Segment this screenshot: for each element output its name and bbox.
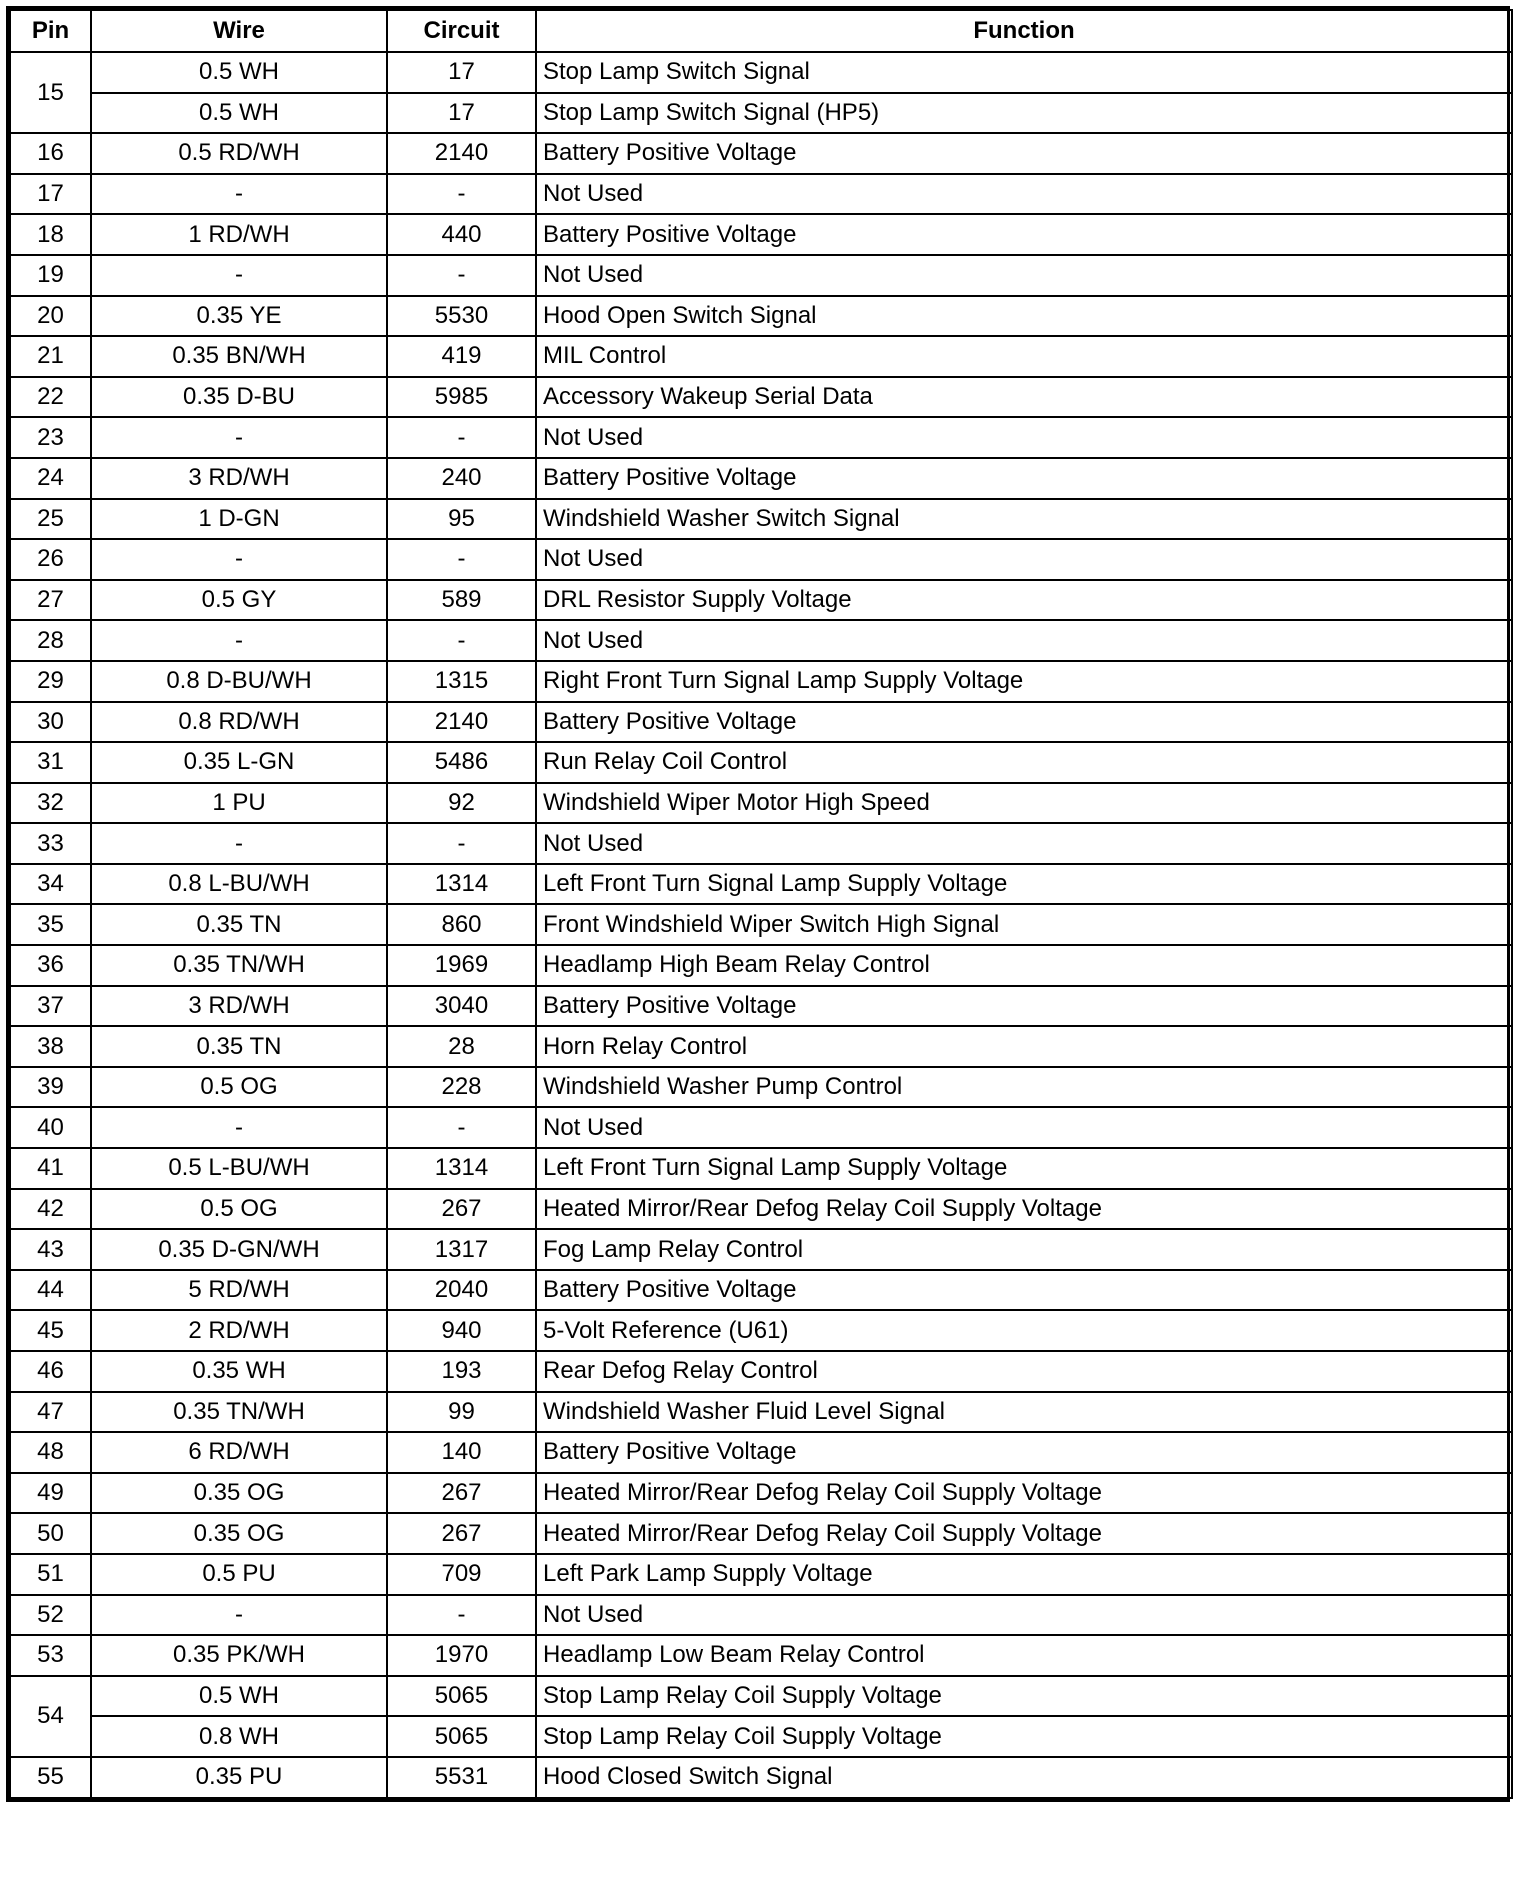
cell-function: Not Used: [536, 823, 1512, 864]
cell-circuit: 99: [387, 1392, 536, 1433]
cell-function: Stop Lamp Relay Coil Supply Voltage: [536, 1676, 1512, 1717]
cell-circuit: 2140: [387, 702, 536, 743]
cell-wire: 0.35 WH: [91, 1351, 387, 1392]
cell-circuit: -: [387, 1595, 536, 1636]
cell-function: Fog Lamp Relay Control: [536, 1229, 1512, 1270]
cell-circuit: 228: [387, 1067, 536, 1108]
cell-circuit: 1314: [387, 1148, 536, 1189]
cell-circuit: 267: [387, 1513, 536, 1554]
cell-function: Hood Open Switch Signal: [536, 296, 1512, 337]
table-row: [10, 1473, 1512, 1514]
cell-circuit: 1314: [387, 864, 536, 905]
table-row: [10, 93, 1512, 134]
cell-pin: 47: [10, 1392, 91, 1433]
table-row: [10, 1189, 1512, 1230]
cell-function: Not Used: [536, 255, 1512, 296]
cell-wire: 0.8 D-BU/WH: [91, 661, 387, 702]
table-row: [10, 864, 1512, 905]
cell-wire: -: [91, 823, 387, 864]
cell-function: Headlamp Low Beam Relay Control: [536, 1635, 1512, 1676]
table-row: [10, 336, 1512, 377]
cell-wire: 1 D-GN: [91, 499, 387, 540]
cell-circuit: 940: [387, 1310, 536, 1351]
cell-function: Windshield Washer Fluid Level Signal: [536, 1392, 1512, 1433]
cell-circuit: 28: [387, 1026, 536, 1067]
cell-circuit: 1970: [387, 1635, 536, 1676]
cell-wire: -: [91, 417, 387, 458]
cell-pin: 52: [10, 1595, 91, 1636]
cell-circuit: -: [387, 417, 536, 458]
cell-pin: 42: [10, 1189, 91, 1230]
cell-function: Windshield Wiper Motor High Speed: [536, 783, 1512, 824]
cell-circuit: 5486: [387, 742, 536, 783]
table-row: [10, 1513, 1512, 1554]
cell-function: Not Used: [536, 1107, 1512, 1148]
table-row: [10, 1026, 1512, 1067]
cell-wire: -: [91, 620, 387, 661]
cell-pin: 18: [10, 214, 91, 255]
table-body: [10, 52, 1512, 1798]
cell-circuit: 140: [387, 1432, 536, 1473]
cell-circuit: -: [387, 174, 536, 215]
table-row: [10, 1595, 1512, 1636]
cell-function: Battery Positive Voltage: [536, 1270, 1512, 1311]
table-row: [10, 417, 1512, 458]
cell-function: Not Used: [536, 620, 1512, 661]
cell-function: Not Used: [536, 417, 1512, 458]
table-row: [10, 1067, 1512, 1108]
cell-pin: 32: [10, 783, 91, 824]
cell-wire: 0.35 BN/WH: [91, 336, 387, 377]
table-row: [10, 1148, 1512, 1189]
table-row: [10, 52, 1512, 93]
cell-wire: 0.35 TN/WH: [91, 945, 387, 986]
cell-circuit: 1317: [387, 1229, 536, 1270]
cell-wire: 2 RD/WH: [91, 1310, 387, 1351]
cell-pin: 50: [10, 1513, 91, 1554]
cell-function: Battery Positive Voltage: [536, 133, 1512, 174]
cell-wire: 0.5 L-BU/WH: [91, 1148, 387, 1189]
table-row: [10, 823, 1512, 864]
header-row: [10, 10, 1512, 52]
cell-pin: 48: [10, 1432, 91, 1473]
cell-wire: 0.5 OG: [91, 1189, 387, 1230]
cell-circuit: 193: [387, 1351, 536, 1392]
cell-function: Battery Positive Voltage: [536, 702, 1512, 743]
table-row: [10, 1432, 1512, 1473]
connector-pinout-table-frame: [6, 6, 1510, 1802]
cell-wire: 0.5 OG: [91, 1067, 387, 1108]
table-row: [10, 783, 1512, 824]
cell-function: Not Used: [536, 174, 1512, 215]
cell-function: Heated Mirror/Rear Defog Relay Coil Supply Voltage: [536, 1189, 1512, 1230]
cell-circuit: 92: [387, 783, 536, 824]
cell-pin: 38: [10, 1026, 91, 1067]
cell-pin: 25: [10, 499, 91, 540]
header-circuit: Circuit: [387, 10, 536, 52]
table-row: [10, 539, 1512, 580]
cell-pin: 23: [10, 417, 91, 458]
table-row: [10, 1716, 1512, 1757]
cell-pin: 24: [10, 458, 91, 499]
cell-pin: 29: [10, 661, 91, 702]
cell-wire: 0.35 OG: [91, 1473, 387, 1514]
cell-function: Run Relay Coil Control: [536, 742, 1512, 783]
cell-wire: -: [91, 255, 387, 296]
cell-function: Not Used: [536, 1595, 1512, 1636]
header-wire: Wire: [91, 10, 387, 52]
cell-circuit: 5531: [387, 1757, 536, 1798]
table-row: [10, 1676, 1512, 1717]
cell-wire: 1 RD/WH: [91, 214, 387, 255]
cell-wire: 0.5 PU: [91, 1554, 387, 1595]
table-row: [10, 1554, 1512, 1595]
connector-pinout-table: [9, 9, 1513, 1799]
cell-pin: 27: [10, 580, 91, 621]
cell-pin: 15: [10, 52, 91, 133]
cell-wire: -: [91, 1107, 387, 1148]
cell-wire: 0.35 L-GN: [91, 742, 387, 783]
cell-function: Left Front Turn Signal Lamp Supply Voltage: [536, 864, 1512, 905]
cell-circuit: 267: [387, 1189, 536, 1230]
cell-function: Front Windshield Wiper Switch High Signal: [536, 904, 1512, 945]
table-row: [10, 499, 1512, 540]
cell-wire: 0.35 YE: [91, 296, 387, 337]
table-row: [10, 661, 1512, 702]
cell-circuit: -: [387, 539, 536, 580]
cell-circuit: 3040: [387, 986, 536, 1027]
cell-pin: 22: [10, 377, 91, 418]
cell-pin: 44: [10, 1270, 91, 1311]
table-row: [10, 174, 1512, 215]
table-row: [10, 1351, 1512, 1392]
cell-pin: 19: [10, 255, 91, 296]
table-row: [10, 1270, 1512, 1311]
cell-function: MIL Control: [536, 336, 1512, 377]
cell-pin: 43: [10, 1229, 91, 1270]
cell-wire: 0.35 D-BU: [91, 377, 387, 418]
cell-function: Heated Mirror/Rear Defog Relay Coil Supply Voltage: [536, 1473, 1512, 1514]
cell-pin: 37: [10, 986, 91, 1027]
cell-circuit: 17: [387, 52, 536, 93]
cell-circuit: 2140: [387, 133, 536, 174]
cell-pin: 35: [10, 904, 91, 945]
cell-circuit: 240: [387, 458, 536, 499]
table-row: [10, 1392, 1512, 1433]
cell-function: Accessory Wakeup Serial Data: [536, 377, 1512, 418]
cell-wire: 0.8 L-BU/WH: [91, 864, 387, 905]
cell-wire: 0.8 WH: [91, 1716, 387, 1757]
cell-wire: 0.5 WH: [91, 1676, 387, 1717]
table-row: [10, 1310, 1512, 1351]
table-row: [10, 377, 1512, 418]
cell-wire: -: [91, 539, 387, 580]
cell-wire: 0.5 RD/WH: [91, 133, 387, 174]
cell-wire: 0.35 TN: [91, 904, 387, 945]
table-row: [10, 1757, 1512, 1798]
header-function: Function: [536, 10, 1512, 52]
cell-function: Windshield Washer Switch Signal: [536, 499, 1512, 540]
cell-circuit: 267: [387, 1473, 536, 1514]
cell-function: DRL Resistor Supply Voltage: [536, 580, 1512, 621]
cell-pin: 39: [10, 1067, 91, 1108]
table-row: [10, 904, 1512, 945]
cell-pin: 17: [10, 174, 91, 215]
cell-pin: 30: [10, 702, 91, 743]
cell-wire: 0.35 OG: [91, 1513, 387, 1554]
table-row: [10, 1229, 1512, 1270]
cell-function: Stop Lamp Switch Signal: [536, 52, 1512, 93]
table-row: [10, 133, 1512, 174]
cell-wire: -: [91, 1595, 387, 1636]
cell-function: Battery Positive Voltage: [536, 1432, 1512, 1473]
cell-circuit: 589: [387, 580, 536, 621]
cell-pin: 31: [10, 742, 91, 783]
cell-circuit: 440: [387, 214, 536, 255]
cell-pin: 26: [10, 539, 91, 580]
cell-wire: 0.35 D-GN/WH: [91, 1229, 387, 1270]
cell-wire: 5 RD/WH: [91, 1270, 387, 1311]
cell-circuit: 95: [387, 499, 536, 540]
cell-pin: 33: [10, 823, 91, 864]
cell-circuit: 419: [387, 336, 536, 377]
cell-wire: 0.8 RD/WH: [91, 702, 387, 743]
cell-pin: 16: [10, 133, 91, 174]
cell-wire: 0.5 WH: [91, 52, 387, 93]
table-row: [10, 296, 1512, 337]
cell-wire: -: [91, 174, 387, 215]
cell-wire: 6 RD/WH: [91, 1432, 387, 1473]
cell-pin: 45: [10, 1310, 91, 1351]
cell-function: Battery Positive Voltage: [536, 986, 1512, 1027]
cell-function: Not Used: [536, 539, 1512, 580]
cell-pin: 20: [10, 296, 91, 337]
cell-pin: 21: [10, 336, 91, 377]
cell-circuit: -: [387, 255, 536, 296]
cell-pin: 41: [10, 1148, 91, 1189]
cell-circuit: 5065: [387, 1716, 536, 1757]
cell-pin: 51: [10, 1554, 91, 1595]
cell-circuit: 17: [387, 93, 536, 134]
table-row: [10, 458, 1512, 499]
cell-pin: 49: [10, 1473, 91, 1514]
cell-circuit: 1969: [387, 945, 536, 986]
table-row: [10, 1635, 1512, 1676]
cell-wire: 0.35 PU: [91, 1757, 387, 1798]
cell-function: Hood Closed Switch Signal: [536, 1757, 1512, 1798]
cell-circuit: 860: [387, 904, 536, 945]
cell-circuit: 5530: [387, 296, 536, 337]
cell-function: Rear Defog Relay Control: [536, 1351, 1512, 1392]
cell-wire: 3 RD/WH: [91, 986, 387, 1027]
cell-pin: 36: [10, 945, 91, 986]
table-row: [10, 945, 1512, 986]
table-row: [10, 986, 1512, 1027]
table-row: [10, 580, 1512, 621]
cell-pin: 34: [10, 864, 91, 905]
cell-function: Heated Mirror/Rear Defog Relay Coil Supply Voltage: [536, 1513, 1512, 1554]
cell-wire: 0.35 PK/WH: [91, 1635, 387, 1676]
cell-wire: 0.35 TN: [91, 1026, 387, 1067]
cell-wire: 3 RD/WH: [91, 458, 387, 499]
cell-function: Stop Lamp Switch Signal (HP5): [536, 93, 1512, 134]
cell-pin: 28: [10, 620, 91, 661]
table-row: [10, 702, 1512, 743]
cell-function: Horn Relay Control: [536, 1026, 1512, 1067]
cell-function: 5-Volt Reference (U61): [536, 1310, 1512, 1351]
table-row: [10, 742, 1512, 783]
cell-function: Battery Positive Voltage: [536, 214, 1512, 255]
cell-function: Stop Lamp Relay Coil Supply Voltage: [536, 1716, 1512, 1757]
header-pin: Pin: [10, 10, 91, 52]
cell-wire: 0.5 GY: [91, 580, 387, 621]
cell-wire: 1 PU: [91, 783, 387, 824]
cell-circuit: 2040: [387, 1270, 536, 1311]
cell-pin: 55: [10, 1757, 91, 1798]
cell-function: Headlamp High Beam Relay Control: [536, 945, 1512, 986]
cell-circuit: 5065: [387, 1676, 536, 1717]
cell-wire: 0.5 WH: [91, 93, 387, 134]
cell-function: Right Front Turn Signal Lamp Supply Voltage: [536, 661, 1512, 702]
cell-circuit: -: [387, 1107, 536, 1148]
cell-function: Battery Positive Voltage: [536, 458, 1512, 499]
table-row: [10, 255, 1512, 296]
cell-wire: 0.35 TN/WH: [91, 1392, 387, 1433]
cell-circuit: -: [387, 620, 536, 661]
cell-circuit: -: [387, 823, 536, 864]
cell-function: Windshield Washer Pump Control: [536, 1067, 1512, 1108]
cell-circuit: 1315: [387, 661, 536, 702]
cell-pin: 46: [10, 1351, 91, 1392]
cell-circuit: 5985: [387, 377, 536, 418]
table-row: [10, 214, 1512, 255]
cell-pin: 53: [10, 1635, 91, 1676]
cell-pin: 54: [10, 1676, 91, 1757]
table-row: [10, 620, 1512, 661]
cell-function: Left Park Lamp Supply Voltage: [536, 1554, 1512, 1595]
cell-pin: 40: [10, 1107, 91, 1148]
cell-function: Left Front Turn Signal Lamp Supply Voltage: [536, 1148, 1512, 1189]
cell-circuit: 709: [387, 1554, 536, 1595]
table-row: [10, 1107, 1512, 1148]
